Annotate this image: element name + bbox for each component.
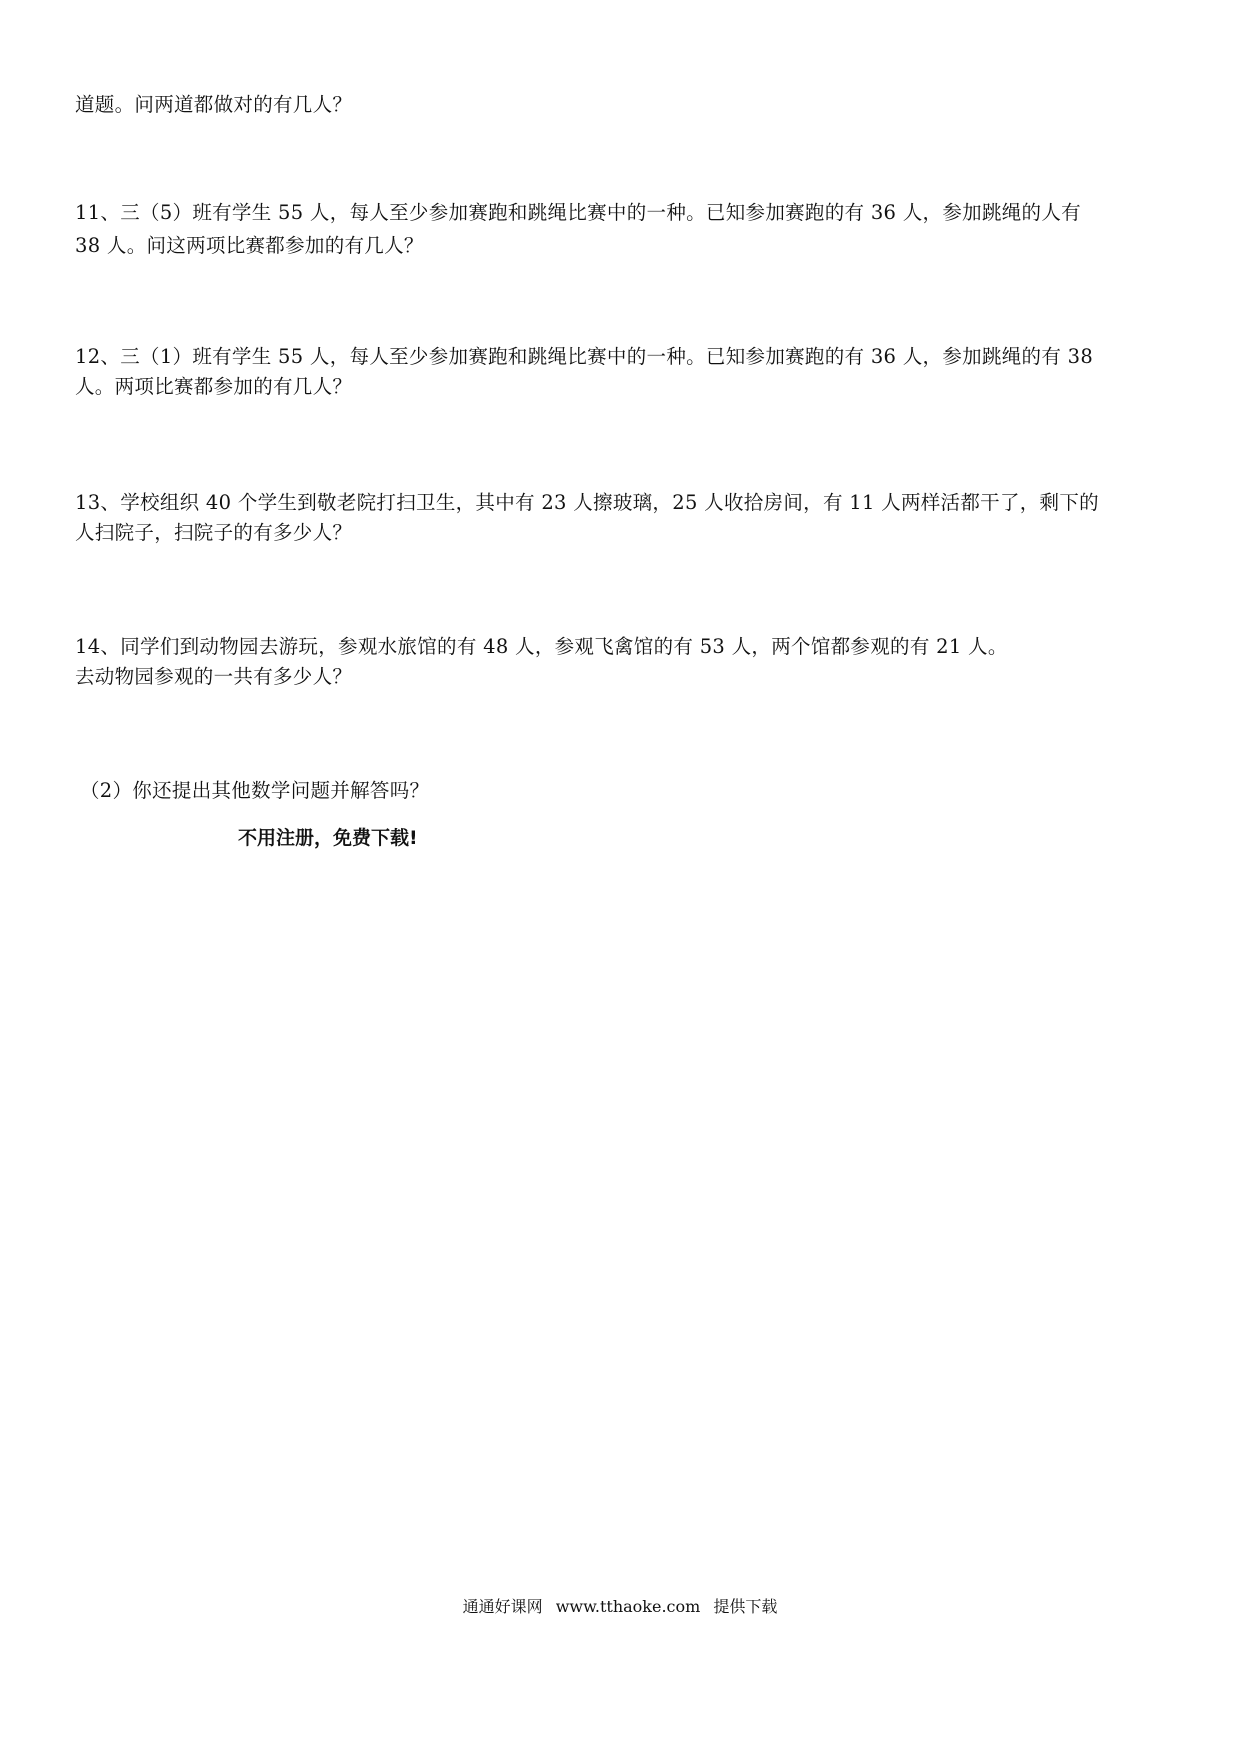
problem-11-line-1: 11、三（5）班有学生 55 人，每人至少参加赛跑和跳绳比赛中的一种。已知参加赛跑的有 36 人，参加跳绳的人有 [75, 201, 1081, 224]
problem-14-line-1: 14、同学们到动物园去游玩，参观水旅馆的有 48 人，参观飞禽馆的有 53 人，两个馆都参观的有 21 人。 [75, 635, 1008, 658]
problem-11-line-2: 38 人。问这两项比赛都参加的有几人？ [75, 234, 424, 257]
problem-13-line-1: 13、学校组织 40 个学生到敬老院打扫卫生，其中有 23 人擦玻璃，25 人收拾房间，有 11 人两样活都干了，剩下的 [75, 491, 1099, 514]
footer-url[interactable]: www.tthaoke.com [555, 1597, 701, 1616]
footer-site-name: 通通好课网 [462, 1597, 543, 1616]
page-footer [0, 1596, 1240, 1618]
problem-10-tail: 道题。问两道都做对的有几人？ [75, 93, 353, 116]
problem-12-line-2: 人。两项比赛都参加的有几人？ [75, 375, 353, 398]
problem-14-line-2: 去动物园参观的一共有多少人？ [75, 665, 353, 688]
problem-13-line-2: 人扫院子，扫院子的有多少人？ [75, 521, 353, 544]
question-2: （2）你还提出其他数学问题并解答吗？ [80, 779, 430, 802]
problem-12-line-1: 12、三（1）班有学生 55 人，每人至少参加赛跑和跳绳比赛中的一种。已知参加赛跑的有 36 人，参加跳绳的有 38 [75, 345, 1094, 368]
footer-suffix: 提供下载 [713, 1597, 778, 1616]
free-download-notice: 不用注册，免费下载! [238, 827, 418, 849]
